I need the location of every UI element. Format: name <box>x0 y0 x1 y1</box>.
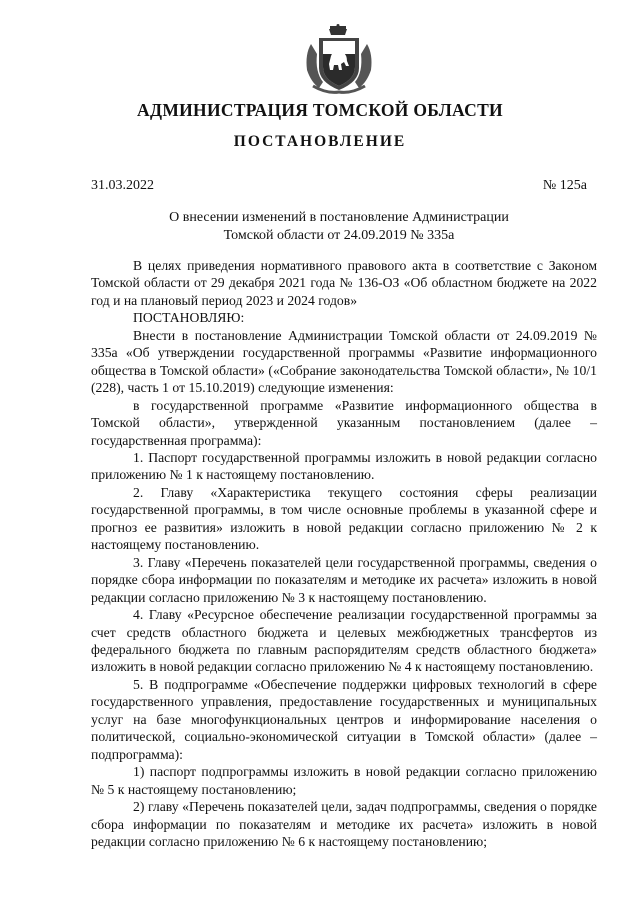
paragraph-amend-intro: Внести в постановление Администрации Томской области от 24.09.2019 № 335а «Об утверждении государственной программы «Развитие информационного общества в Томской области» («Собрание законодательства Томской области», № 10/1 (228), часть 1 от 15.10.2019) следующие изменения: <box>91 327 597 396</box>
paragraph-item-4: 4. Главу «Ресурсное обеспечение реализации государственной программы за счет средств областного бюджета и целевых межбюджетных трансфертов из федерального бюджета по главным распорядителям средств областного бюджета» изложить в новой редакции согласно приложению № 4 к настоящему постановлению. <box>91 607 597 675</box>
document-meta <box>91 178 587 198</box>
document-subject <box>91 209 587 244</box>
paragraph-item-2: 2. Главу «Характеристика текущего состояния сферы реализации государственной программы, в том числе основные проблемы в указанной сфере и прогноз ее развития» изложить в новой редакции согласно приложению № 2 к настоящему постановлению. <box>91 484 597 553</box>
paragraph-program-intro: в государственной программе «Развитие информационного общества в Томской области», утвержденной указанным постановлением (далее – государственная программа): <box>91 397 597 448</box>
paragraph-resolve: ПОСТАНОВЛЯЮ: <box>133 310 245 326</box>
paragraph-item-3: 3. Главу «Перечень показателей цели государственной программы, сведения о порядке сбора информации по показателям и методике их расчета» изложить в новой редакции согласно приложению № 3 к настоящему постановлению. <box>91 554 597 605</box>
paragraph-preamble: В целях приведения нормативного правового акта в соответствие с Законом Томской области от 29 декабря 2021 года № 136-ОЗ «Об областном бюджете на 2022 год и на плановый период 2023 и 2024 годов» <box>91 258 597 308</box>
organization-title: АДМИНИСТРАЦИЯ ТОМСКОЙ ОБЛАСТИ <box>137 100 503 120</box>
document-date: 31.03.2022 <box>91 178 154 193</box>
paragraph-item-5: 5. В подпрограмме «Обеспечение поддержки цифровых технологий в сфере государственного управления, предоставление государственных и муниципальных услуг на базе многофункциональных центров и информирование населения о политической, социально-экономической ситуации в Томской области» (далее – подпрограмма): <box>91 676 597 762</box>
document-type: ПОСТАНОВЛЕНИЕ <box>233 133 407 150</box>
paragraph-subitem-2: 2) главу «Перечень показателей цели, задач подпрограммы, сведения о порядке сбора информации по показателям и методике их расчета» изложить в новой редакции согласно приложению № 6 к настоящему постановлению; <box>91 799 597 849</box>
paragraph-subitem-1: 1) паспорт подпрограммы изложить в новой редакции согласно приложению № 5 к настоящему постановлению; <box>91 764 597 797</box>
tomsk-coat-of-arms-icon <box>297 24 381 94</box>
subject-line: О внесении изменений в постановление Администрации <box>169 210 509 225</box>
paragraph-item-1: 1. Паспорт государственной программы изложить в новой редакции согласно приложению № 1 к настоящему постановлению. <box>91 449 597 483</box>
document-number: № 125а <box>542 178 587 193</box>
subject-line: Томской области от 24.09.2019 № 335а <box>223 227 455 243</box>
document-body <box>91 257 597 850</box>
